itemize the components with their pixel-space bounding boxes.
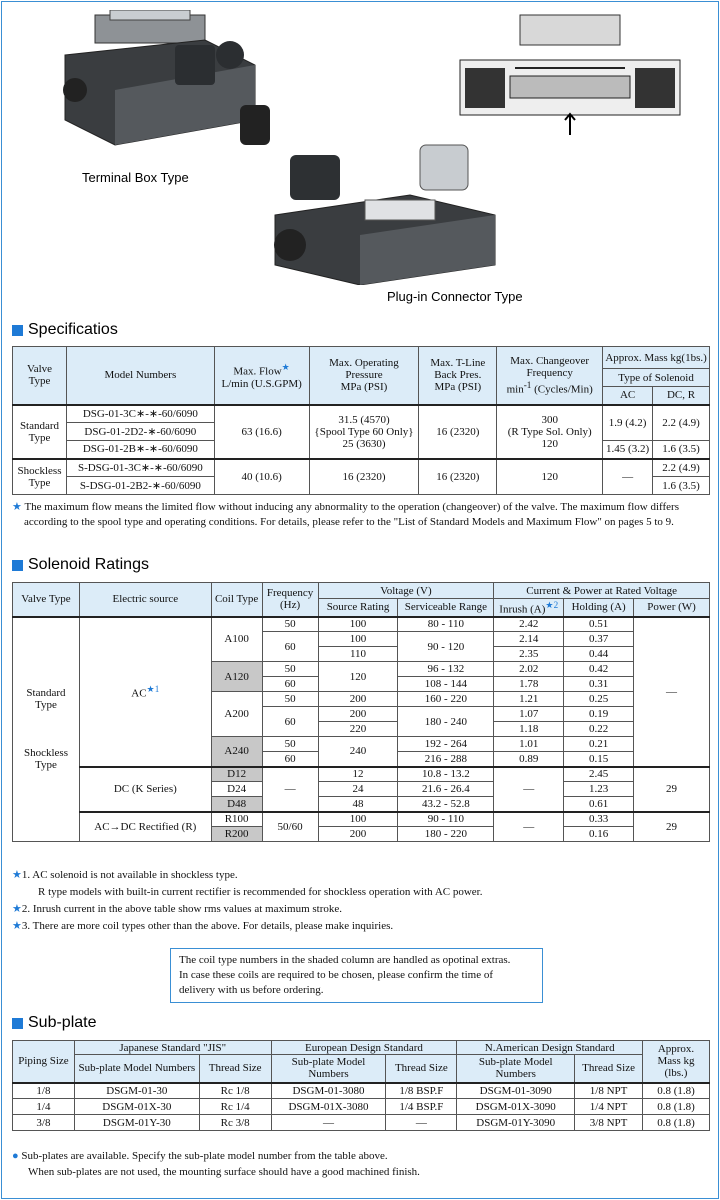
sub-h-mass: Approx. Mass kg (lbs.) xyxy=(643,1041,710,1083)
sub-size: 1/8 xyxy=(13,1083,75,1099)
bullet-circle-icon: ● xyxy=(12,1150,19,1162)
sol-range: 10.8 - 13.2 xyxy=(398,767,494,782)
sol-coil: A240 xyxy=(211,737,262,767)
sub-na-thread: 1/4 NPT xyxy=(575,1099,643,1115)
sub-jis-thread: Rc 1/8 xyxy=(199,1083,271,1099)
spec-h-solenoid: Type of Solenoid xyxy=(603,369,710,387)
sol-range: 80 - 110 xyxy=(398,617,494,632)
solenoid-section-title: Solenoid Ratings xyxy=(12,556,149,574)
sol-range: 90 - 120 xyxy=(398,632,494,662)
sol-freq: 50 xyxy=(262,692,318,707)
spec-mass-ac: — xyxy=(603,459,653,495)
spec-pressure: 31.5 (4570) {Spool Type 60 Only} 25 (3630) xyxy=(309,405,419,459)
sol-h-range: Serviceable Range xyxy=(398,599,494,617)
spec-flow: 63 (16.6) xyxy=(214,405,309,459)
sol-source-ac: $AC^{★1}$ xyxy=(79,617,211,767)
sol-valve-type: Standard Type Shockless Type xyxy=(13,617,80,842)
sub-na-model: DSGM-01Y-3090 xyxy=(457,1115,575,1131)
sol-rating: 200 xyxy=(318,707,398,722)
sol-rating: 240 xyxy=(318,737,398,767)
sol-inrush: 1.18 xyxy=(494,722,564,737)
sub-note-1: ● Sub-plates are available. Specify the sub-plate model number from the table above. xyxy=(12,1150,388,1162)
section-square-icon xyxy=(12,1018,23,1029)
sub-h-piping: Piping Size xyxy=(13,1041,75,1083)
sol-rating: 200 xyxy=(318,692,398,707)
sol-range: 216 - 288 xyxy=(398,752,494,767)
sol-source-dc: DC (K Series) xyxy=(79,767,211,812)
sub-note-2: When sub-plates are not used, the mounting surface should have a good machined finish. xyxy=(28,1166,420,1178)
section-square-icon xyxy=(12,560,23,571)
sol-inrush: — xyxy=(494,767,564,812)
specifications-table xyxy=(12,346,710,495)
spec-mass-dc: 2.2 (4.9) xyxy=(653,459,710,477)
spec-mass-dc: 1.6 (3.5) xyxy=(653,441,710,459)
sol-range: 160 - 220 xyxy=(398,692,494,707)
spec-mass-dc: 1.6 (3.5) xyxy=(653,477,710,495)
spec-standard-type: Standard Type xyxy=(13,405,67,459)
subplate-notes xyxy=(12,1148,710,1180)
sol-holding: 0.37 xyxy=(564,632,634,647)
sub-h-na: N.American Design Standard xyxy=(457,1041,643,1055)
sol-freq: — xyxy=(262,767,318,812)
sol-coil: A120 xyxy=(211,662,262,692)
sol-h-source: Electric source xyxy=(79,583,211,617)
sol-h-power: Power (W) xyxy=(634,599,710,617)
spec-tline: 16 (2320) xyxy=(419,405,497,459)
sol-coil: R100 xyxy=(211,812,262,827)
sub-jis-thread: Rc 1/4 xyxy=(199,1099,271,1115)
subplate-table xyxy=(12,1040,710,1131)
sol-holding: 1.23 xyxy=(564,782,634,797)
sol-h-inrush: Inrush $(A)^{★2}$ xyxy=(494,599,564,617)
sol-holding: 0.42 xyxy=(564,662,634,677)
sub-size: 1/4 xyxy=(13,1099,75,1115)
sol-h-holding: Holding (A) xyxy=(564,599,634,617)
sol-rating: 100 xyxy=(318,617,398,632)
sub-na-model: DSGM-01X-3090 xyxy=(457,1099,575,1115)
spec-tline: 16 (2320) xyxy=(419,459,497,495)
sol-note-3: ★3. There are more coil types other than the above. For details, please make inquiries. xyxy=(12,920,394,932)
sub-jis-model: DSGM-01Y-30 xyxy=(74,1115,199,1131)
sol-freq: 50 xyxy=(262,662,318,677)
sol-holding: 0.61 xyxy=(564,797,634,812)
sol-note-2: ★2. Inrush current in the above table show rms values at maximum stroke. xyxy=(12,903,343,915)
plug-in-connector-caption: Plug-in Connector Type xyxy=(387,289,523,304)
sub-mass: 0.8 (1.8) xyxy=(643,1115,710,1131)
sub-na-thread: 1/8 NPT xyxy=(575,1083,643,1099)
sol-freq: 50 xyxy=(262,737,318,752)
spec-flow: 40 (10.6) xyxy=(214,459,309,495)
sol-coil: A200 xyxy=(211,692,262,737)
sub-jis-thread: Rc 3/8 xyxy=(199,1115,271,1131)
spec-shockless-type: Shockless Type xyxy=(13,459,67,495)
spec-model: S-DSG-01-3C∗-∗-60/6090 xyxy=(66,459,214,477)
sub-size: 3/8 xyxy=(13,1115,75,1131)
sol-inrush: 1.01 xyxy=(494,737,564,752)
sub-h-model: Sub-plate Model Numbers xyxy=(74,1055,199,1083)
sub-eu-model: DSGM-01X-3080 xyxy=(271,1099,386,1115)
optional-coils-notice: The coil type numbers in the shaded column are handled as opotinal extras. In case these coils are required to be chosen, please confirm the time of delivery with us before ordering. xyxy=(170,948,543,1003)
sub-jis-model: DSGM-01X-30 xyxy=(74,1099,199,1115)
sol-coil: D12 xyxy=(211,767,262,782)
spec-model: DSG-01-2B∗-∗-60/6090 xyxy=(66,441,214,459)
sol-rating: 220 xyxy=(318,722,398,737)
sol-range: 90 - 110 xyxy=(398,812,494,827)
sub-na-thread: 3/8 NPT xyxy=(575,1115,643,1131)
sol-range: 180 - 240 xyxy=(398,707,494,737)
sub-eu-model: DSGM-01-3080 xyxy=(271,1083,386,1099)
sol-rating: 100 xyxy=(318,632,398,647)
sol-holding: 0.31 xyxy=(564,677,634,692)
sol-holding: 0.25 xyxy=(564,692,634,707)
sub-h-model: Sub-plate Model Numbers xyxy=(271,1055,386,1083)
sub-h-jis: Japanese Standard "JIS" xyxy=(74,1041,271,1055)
spec-mass-ac: 1.45 (3.2) xyxy=(603,441,653,459)
sol-holding: 0.15 xyxy=(564,752,634,767)
sol-coil: R200 xyxy=(211,827,262,842)
sol-h-freq: Frequency (Hz) xyxy=(262,583,318,617)
sub-h-thread: Thread Size xyxy=(199,1055,271,1083)
terminal-box-valve-image xyxy=(55,10,280,170)
spec-note: ★ The maximum flow means the limited flow without inducing any abnormality to the operation (changeover) of the valve. The maximum flow differs according to the spool type and operating conditions. For details, please refer to the "List of Standard Models and Maximum Flow" on pages 5 to 9. xyxy=(12,501,679,528)
spec-freq: 120 xyxy=(497,459,603,495)
sol-inrush: 2.02 xyxy=(494,662,564,677)
sol-holding: 0.44 xyxy=(564,647,634,662)
sol-power: 29 xyxy=(634,767,710,812)
sol-power: 29 xyxy=(634,812,710,842)
sol-range: 21.6 - 26.4 xyxy=(398,782,494,797)
spec-h-valve-type: Valve Type xyxy=(13,347,67,405)
sub-h-eu: European Design Standard xyxy=(271,1041,457,1055)
solenoid-ratings-table xyxy=(12,582,710,842)
sub-eu-thread: 1/8 BSP.F xyxy=(386,1083,457,1099)
sub-h-model: Sub-plate Model Numbers xyxy=(457,1055,575,1083)
sol-freq: 60 xyxy=(262,632,318,662)
sol-coil: A100 xyxy=(211,617,262,662)
sol-inrush: 0.89 xyxy=(494,752,564,767)
sol-holding: 2.45 xyxy=(564,767,634,782)
sol-inrush: 1.78 xyxy=(494,677,564,692)
sub-h-thread: Thread Size xyxy=(575,1055,643,1083)
sol-h-valve-type: Valve Type xyxy=(13,583,80,617)
sol-freq: 50 xyxy=(262,617,318,632)
sub-eu-thread: 1/4 BSP.F xyxy=(386,1099,457,1115)
spec-freq: 300 (R Type Sol. Only) 120 xyxy=(497,405,603,459)
spec-h-changeover: Max. Changeover Frequency $\min^{-1}$ (Cycles/Min) xyxy=(497,347,603,405)
sol-holding: 0.22 xyxy=(564,722,634,737)
valve-cross-section-image xyxy=(455,10,685,135)
sol-rating: 12 xyxy=(318,767,398,782)
subplate-section-title: Sub-plate xyxy=(12,1014,97,1032)
spec-model: S-DSG-01-2B2-∗-60/6090 xyxy=(66,477,214,495)
spec-mass-dc: 2.2 (4.9) xyxy=(653,405,710,441)
sol-holding: 0.33 xyxy=(564,812,634,827)
sol-coil: D24 xyxy=(211,782,262,797)
sub-mass: 0.8 (1.8) xyxy=(643,1083,710,1099)
sol-note-1b: R type models with built-in current rectifier is recommended for shockless operation with AC power. xyxy=(38,886,483,898)
sub-h-thread: Thread Size xyxy=(386,1055,457,1083)
sol-h-rating: Source Rating xyxy=(318,599,398,617)
spec-mass-ac: 1.9 (4.2) xyxy=(603,405,653,441)
sol-inrush: 2.14 xyxy=(494,632,564,647)
sol-range: 96 - 132 xyxy=(398,662,494,677)
sol-range: 43.2 - 52.8 xyxy=(398,797,494,812)
sub-eu-thread: — xyxy=(386,1115,457,1131)
sol-inrush: 1.21 xyxy=(494,692,564,707)
sol-holding: 0.16 xyxy=(564,827,634,842)
spec-h-model: Model Numbers xyxy=(66,347,214,405)
spec-h-dcr: DC, R xyxy=(653,387,710,405)
plug-in-connector-valve-image xyxy=(270,140,505,285)
sol-h-coil: Coil Type xyxy=(211,583,262,617)
sol-range: 192 - 264 xyxy=(398,737,494,752)
spec-h-mass: Approx. Mass kg(1bs.) xyxy=(603,347,710,369)
sol-rating: 24 xyxy=(318,782,398,797)
sol-holding: 0.19 xyxy=(564,707,634,722)
sol-rating: 110 xyxy=(318,647,398,662)
sol-power: — xyxy=(634,617,710,767)
sol-rating: 120 xyxy=(318,662,398,692)
terminal-box-caption: Terminal Box Type xyxy=(82,170,189,185)
sub-mass: 0.8 (1.8) xyxy=(643,1099,710,1115)
sol-coil: D48 xyxy=(211,797,262,812)
spec-model: DSG-01-2D2-∗-60/6090 xyxy=(66,423,214,441)
sol-freq: 60 xyxy=(262,752,318,767)
sol-freq: 50/60 xyxy=(262,812,318,842)
spec-h-ac: AC xyxy=(603,387,653,405)
sol-inrush: 2.42 xyxy=(494,617,564,632)
spec-pressure: 16 (2320) xyxy=(309,459,419,495)
sol-inrush: — xyxy=(494,812,564,842)
sol-inrush: 2.35 xyxy=(494,647,564,662)
sol-freq: 60 xyxy=(262,677,318,692)
sol-note-1: ★1. AC solenoid is not available in shockless type. xyxy=(12,869,238,881)
solenoid-notes xyxy=(12,867,710,935)
sub-na-model: DSGM-01-3090 xyxy=(457,1083,575,1099)
sol-holding: 0.21 xyxy=(564,737,634,752)
sol-holding: 0.51 xyxy=(564,617,634,632)
sol-range: 180 - 220 xyxy=(398,827,494,842)
sol-range: 108 - 144 xyxy=(398,677,494,692)
sol-rating: 200 xyxy=(318,827,398,842)
sub-jis-model: DSGM-01-30 xyxy=(74,1083,199,1099)
sol-rating: 48 xyxy=(318,797,398,812)
section-square-icon xyxy=(12,325,23,336)
spec-h-pressure: Max. Operating Pressure MPa (PSI) xyxy=(309,347,419,405)
star-icon: ★ xyxy=(12,501,22,513)
sol-h-voltage: Voltage (V) xyxy=(318,583,494,599)
sol-freq: 60 xyxy=(262,707,318,737)
sol-source-acdc: AC→DC Rectified (R) xyxy=(79,812,211,842)
sol-inrush: 1.07 xyxy=(494,707,564,722)
spec-h-tline: Max. T-Line Back Pres. MPa (PSI) xyxy=(419,347,497,405)
spec-model: DSG-01-3C∗-∗-60/6090 xyxy=(66,405,214,423)
sol-rating: 100 xyxy=(318,812,398,827)
spec-section-title: Specificatios xyxy=(12,321,118,339)
spec-h-flow: Max. Flow★ L/min (U.S.GPM) xyxy=(214,347,309,405)
sub-eu-model: — xyxy=(271,1115,386,1131)
sol-h-current: Current & Power at Rated Voltage xyxy=(494,583,710,599)
